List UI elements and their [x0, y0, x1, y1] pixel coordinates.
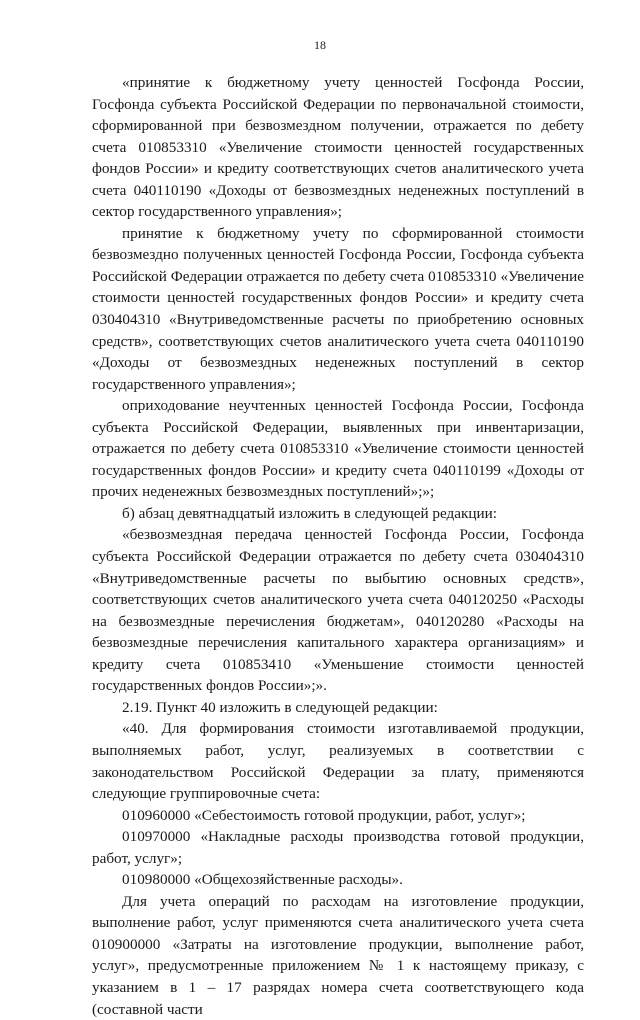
- paragraph-gosfond-initial-cost: «принятие к бюджетному учету ценностей Госфонда России, Госфонда субъекта Российской Федерации по первоначальной стоимости, сформированной при безвозмездном получении, отражается по дебету счета 010853310 «Увеличение стоимости ценностей государственных фондов России» и кредиту соответствующих счетов аналитического учета счета 040110190 «Доходы от безвозмездных неденежных поступлений в сектор государственного управления»;: [92, 74, 584, 221]
- paragraph-item-40: «40. Для формирования стоимости изготавливаемой продукции, выполняемых работ, услуг, реализуемых в соответствии с законодательством Российской Федерации за плату, применяются следующие группировочные счета:: [92, 720, 584, 803]
- document-body: [92, 72, 584, 1020]
- paragraph-abzac-19: б) абзац девятнадцатый изложить в следующей редакции:: [122, 504, 497, 522]
- paragraph-production-costs: Для учета операций по расходам на изготовление продукции, выполнение работ, услуг применяются счета аналитического учета счета 010900000 «Затраты на изготовление продукции, выполнение работ, услуг», предусмотренные приложением № 1 к настоящему приказу, с указанием в 1 – 17 разрядах номера счета соответствующего кода (составной части: [92, 892, 584, 1018]
- paragraph-free-transfer: «безвозмездная передача ценностей Госфонда России, Госфонда субъекта Российской Федерации отражается по дебету счета 030404310 «Внутриведомственные расчеты по выбытию основных средств», соответствующих счетов аналитического учета счета 040120250 «Расходы на безвозмездные перечисления бюджетам», 040120280 «Расходы на безвозмездные перечисления капитального характера организациям» и кредиту счета 010853410 «Уменьшение стоимости ценностей государственных фондов России»;».: [92, 526, 584, 695]
- page-number: 18: [314, 38, 326, 52]
- paragraph-gosfond-formed-cost: принятие к бюджетному учету по сформированной стоимости безвозмездно полученных ценностей Госфонда России, Госфонда субъекта Российской Федерации отражается по дебету счета 010853310 «Увеличение стоимости ценностей государственных фондов России» и кредиту счета 030404310 «Внутриведомственные расчеты по приобретению основных средств», соответствующих счетов аналитического учета счета 040110190 «Доходы от безвозмездных неденежных поступлений в сектор государственного управления»;: [92, 224, 584, 393]
- paragraph-account-010970000: 010970000 «Накладные расходы производства готовой продукции, работ, услуг»;: [92, 828, 584, 867]
- paragraph-account-010980000: 010980000 «Общехозяйственные расходы».: [122, 871, 403, 889]
- paragraph-account-010960000: 010960000 «Себестоимость готовой продукции, работ, услуг»;: [122, 806, 526, 824]
- paragraph-item-2-19: 2.19. Пункт 40 изложить в следующей редакции:: [122, 698, 438, 716]
- paragraph-unrecorded-valuables: оприходование неучтенных ценностей Госфонда России, Госфонда субъекта Российской Федерации, выявленных при инвентаризации, отражается по дебету счета 010853310 «Увеличение стоимости ценностей государственных фондов России» и кредиту счета 040110199 «Доходы от прочих неденежных безвозмездных поступлений»;»;: [92, 397, 584, 501]
